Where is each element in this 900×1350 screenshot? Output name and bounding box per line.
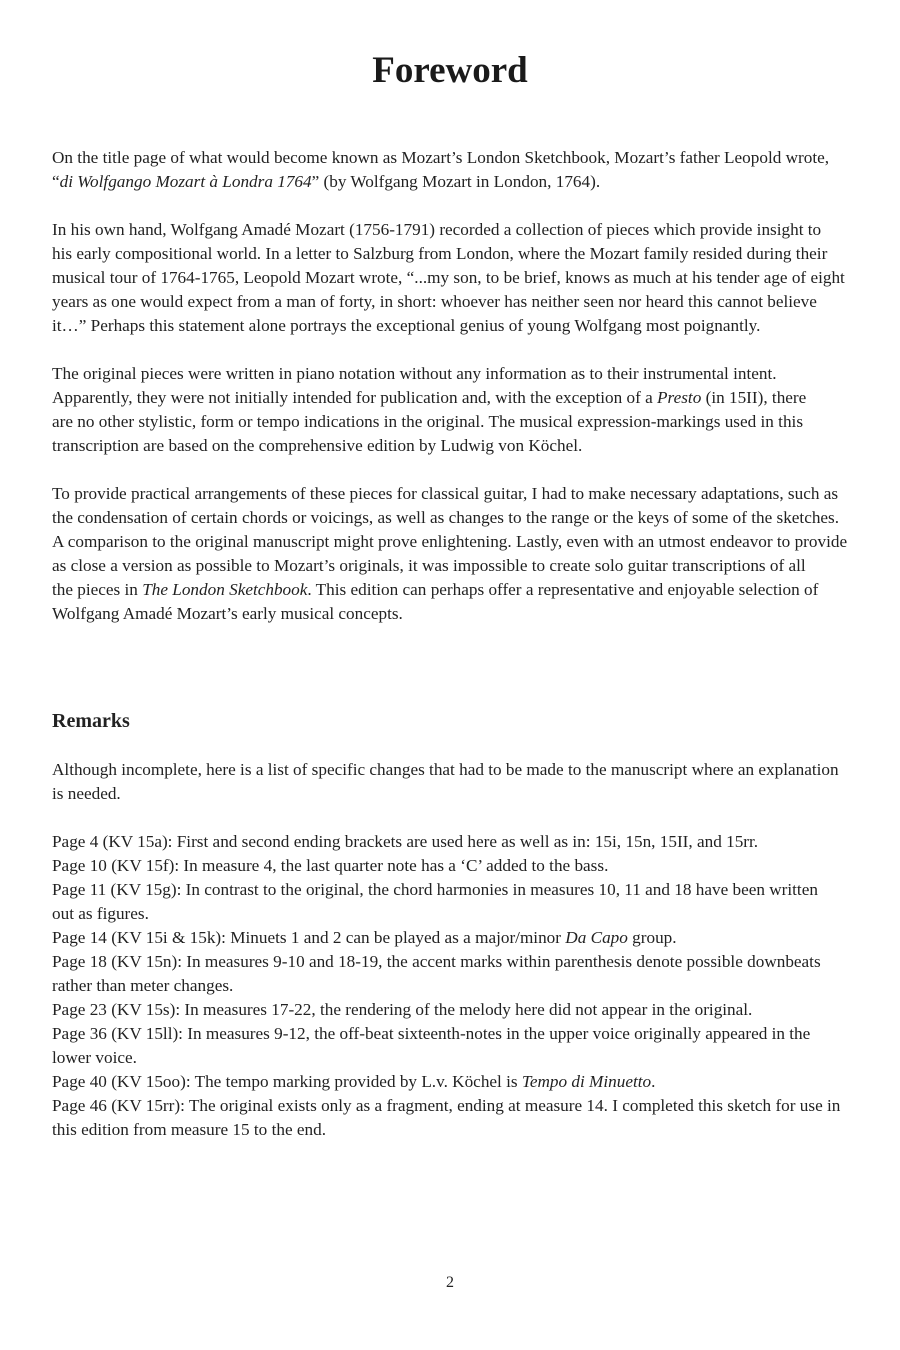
text-line: Wolfgang Amadé Mozart’s early musical concepts. <box>52 604 403 623</box>
text-line: transcription are based on the comprehensive edition by Ludwig von Köchel. <box>52 436 583 455</box>
remarks-heading: Remarks <box>52 710 130 732</box>
text-line: Page 36 (KV 15ll): In measures 9-12, the off-beat sixteenth-notes in the upper voice originally appeared in the <box>52 1024 811 1043</box>
text-line: Page 11 (KV 15g): In contrast to the original, the chord harmonies in measures 10, 11 and 18 have been written <box>52 880 818 899</box>
text-line: Apparently, they were not initially intended for publication and, with the exception of a Presto (in 15II), there <box>52 388 807 407</box>
page-title: Foreword <box>372 50 528 91</box>
italic-text: Da Capo <box>565 928 628 947</box>
text-line: this edition from measure 15 to the end. <box>52 1120 326 1139</box>
text-line: Page 4 (KV 15a): First and second ending brackets are used here as well as in: 15i, 15n, 15II, and 15rr. <box>52 832 759 851</box>
foreword-paragraph-3 <box>52 362 852 458</box>
text-line: To provide practical arrangements of these pieces for classical guitar, I had to make necessary adaptations, such as <box>52 484 839 503</box>
text-line: Page 10 (KV 15f): In measure 4, the last quarter note has a ‘C’ added to the bass. <box>52 856 609 875</box>
text-line: musical tour of 1764-1765, Leopold Mozart wrote, “...my son, to be brief, knows as much at his tender age of eight <box>52 268 845 287</box>
text-line: Page 14 (KV 15i & 15k): Minuets 1 and 2 can be played as a major/minor Da Capo group. <box>52 928 677 947</box>
text-line: lower voice. <box>52 1048 137 1067</box>
text-line: is needed. <box>52 784 121 803</box>
text-line: as close a version as possible to Mozart’s originals, it was impossible to create solo guitar transcriptions of all <box>52 556 806 575</box>
text-line: Although incomplete, here is a list of specific changes that had to be made to the manuscript where an explanation <box>52 760 839 779</box>
text-line: are no other stylistic, form or tempo indications in the original. The musical expression-markings used in this <box>52 412 804 431</box>
italic-text: Tempo di Minuetto <box>521 1072 652 1091</box>
document-body <box>52 146 852 1142</box>
text-line: In his own hand, Wolfgang Amadé Mozart (1756-1791) recorded a collection of pieces which provide insight to <box>52 220 822 239</box>
text-line: Page 40 (KV 15oo): The tempo marking provided by L.v. Köchel is Tempo di Minuetto. <box>52 1072 656 1091</box>
text-line: it…” Perhaps this statement alone portrays the exceptional genius of young Wolfgang most poignantly. <box>52 316 761 335</box>
italic-text: di Wolfgango Mozart à Londra 1764 <box>59 172 312 191</box>
text-line: Page 46 (KV 15rr): The original exists only as a fragment, ending at measure 14. I completed this sketch for use in <box>52 1096 841 1115</box>
text-line: Page 18 (KV 15n): In measures 9-10 and 18-19, the accent marks within parenthesis denote possible downbeats <box>52 952 821 971</box>
text-line: A comparison to the original manuscript might prove enlightening. Lastly, even with an utmost endeavor to provide <box>52 532 848 551</box>
text-line: the condensation of certain chords or voicings, as well as changes to the range or the keys of some of the sketches. <box>52 508 840 527</box>
italic-text: Presto <box>657 388 702 407</box>
text-line: “di Wolfgango Mozart à Londra 1764” (by Wolfgang Mozart in London, 1764). <box>52 172 601 191</box>
page-number: 2 <box>446 1274 454 1291</box>
text-line: On the title page of what would become known as Mozart’s London Sketchbook, Mozart’s father Leopold wrote, <box>52 148 830 167</box>
text-line: rather than meter changes. <box>52 976 234 995</box>
text-line: Page 23 (KV 15s): In measures 17-22, the rendering of the melody here did not appear in the original. <box>52 1000 753 1019</box>
foreword-paragraph-4 <box>52 482 852 626</box>
remarks-list <box>52 830 852 1142</box>
text-line: out as figures. <box>52 904 149 923</box>
remarks-intro <box>52 758 852 806</box>
foreword-paragraph-1 <box>52 146 852 194</box>
text-line: the pieces in The London Sketchbook. This edition can perhaps offer a representative and enjoyable selection of <box>52 580 819 599</box>
text-line: years as one would expect from a man of forty, in short: whoever has neither seen nor heard this cannot believe <box>52 292 817 311</box>
text-line: The original pieces were written in piano notation without any information as to their instrumental intent. <box>52 364 777 383</box>
foreword-paragraph-2 <box>52 218 852 338</box>
text-line: his early compositional world. In a letter to Salzburg from London, where the Mozart family resided during their <box>52 244 828 263</box>
italic-text: The London Sketchbook <box>142 580 308 599</box>
